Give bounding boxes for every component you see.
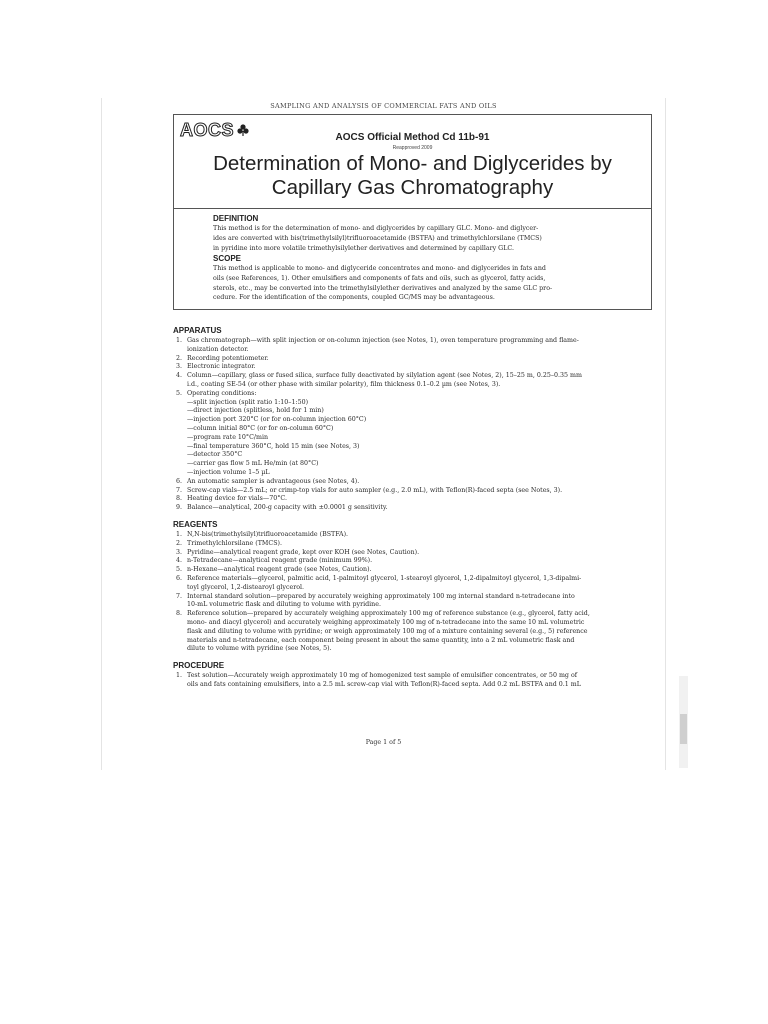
definition-text	[213, 224, 643, 254]
list-item	[173, 363, 643, 372]
list-item	[173, 593, 643, 611]
reagents-list	[173, 531, 643, 654]
item-text-line: oils and fats containing emulsifiers, into a 2.5 mL screw-cap vial with Teflon(R)-faced septa. Add 0.2 mL BSTFA and 0.1 mL	[187, 680, 581, 688]
item-text-line: 10-mL volumetric flask and diluting to volume with pyridine.	[187, 601, 381, 609]
procedure-heading: PROCEDURE	[173, 661, 225, 671]
logo-text: AOCS	[180, 120, 235, 140]
sub-list	[187, 399, 643, 478]
scope-text	[213, 264, 643, 304]
sub-list-item: —final temperature 360°C, hold 15 min (see Notes, 3)	[187, 442, 360, 450]
procedure-list	[173, 672, 643, 690]
list-item	[173, 575, 643, 593]
item-number: 1.	[176, 530, 183, 538]
item-number: 6.	[176, 574, 183, 582]
item-number: 2.	[176, 354, 183, 362]
list-item	[173, 487, 643, 496]
item-text-line: mono- and diacyl glycerol) and accurately weighing approximately 100 mg of n-tetradecane into the same 10 mL volumetric	[187, 618, 585, 626]
method-body	[173, 326, 643, 690]
item-number: 9.	[176, 504, 183, 512]
text-line: sterols, etc., may be converted into the trimethylsilylether derivatives and analyzed by the same GLC pro-	[213, 284, 553, 292]
list-item	[173, 337, 643, 355]
item-text-line: Pyridine—analytical reagent grade, kept over KOH (see Notes, Caution).	[187, 548, 420, 556]
item-text-line: An automatic sampler is advantageous (see Notes, 4).	[187, 477, 360, 485]
item-number: 8.	[176, 495, 183, 503]
text-line: This method is applicable to mono- and diglyceride concentrates and mono- and diglycerides in fats and	[213, 264, 546, 272]
item-number: 1.	[176, 672, 183, 680]
item-number: 7.	[176, 486, 183, 494]
list-item	[173, 540, 643, 549]
item-text-line: Column—capillary, glass or fused silica, surface fully deactivated by silylation agent (see Notes, 2), 15–25 m, 0.25–0.35 mm	[187, 372, 582, 380]
definition-scope-section	[213, 214, 643, 303]
item-text-line: flask and diluting to volume with pyridine; or weigh approximately 100 mg of a mixture containing several (e.g., 5) reference	[187, 627, 588, 635]
sub-list-item: —injection port 320°C (or for on-column injection 60°C)	[187, 416, 367, 424]
list-item	[173, 355, 643, 364]
reagents-heading: REAGENTS	[173, 519, 218, 529]
item-text-line: i.d., coating SE-54 (or other phase with similar polarity), film thickness 0.1–0.2 µm (see Notes, 3).	[187, 380, 501, 388]
page-number: Page 1 of 5	[365, 739, 402, 746]
text-line: This method is for the determination of mono- and diglycerides by capillary GLC. Mono- and diglycer-	[213, 225, 539, 232]
sub-list-item: —program rate 10°C/min	[187, 433, 269, 441]
sub-list-item: —injection volume 1–5 µL	[187, 468, 270, 476]
item-number: 4.	[176, 557, 183, 565]
item-text-line: Recording potentiometer.	[187, 354, 269, 362]
text-line: cedure. For the identification of the components, coupled GC/MS may be advantageous.	[213, 294, 495, 302]
list-item	[173, 557, 643, 566]
item-text-line: Trimethylchlorsilane (TMCS).	[187, 539, 282, 547]
item-number: 5.	[176, 566, 183, 574]
item-text-line: Screw-cap vials—2.5 mL; or crimp-top vials for auto sampler (e.g., 2.0 mL), with Teflon(R)-faced septa (see Notes, 3).	[187, 486, 563, 494]
item-text-line: Operating conditions:	[187, 389, 257, 397]
item-number: 2.	[176, 539, 183, 547]
document-page	[101, 98, 666, 770]
apparatus-heading: APPARATUS	[173, 326, 222, 335]
list-item	[173, 566, 643, 575]
item-text-line: N,N-bis(trimethylsilyl)trifluoroacetamide (BSTFA).	[187, 530, 349, 538]
list-item	[173, 531, 643, 540]
item-text-line: n-Hexane—analytical reagent grade (see Notes, Caution).	[187, 566, 372, 574]
document-title	[174, 152, 651, 200]
item-number: 8.	[176, 610, 183, 618]
reapproved-note: Reapproved 2009	[392, 145, 433, 151]
scope-heading: SCOPE	[213, 253, 242, 263]
item-number: 3.	[176, 363, 183, 371]
item-text-line: n-Tetradecane—analytical reagent grade (minimum 99%).	[187, 557, 373, 565]
item-text-line: dilute to volume with pyridine (see Notes, 5).	[187, 645, 332, 653]
list-item	[173, 495, 643, 504]
item-text-line: Gas chromatograph—with split injection or on-column injection (see Notes, 1), oven temperature programming and flame-	[187, 337, 579, 344]
text-line: oils (see References, 1). Other emulsifiers and components of fats and oils, such as glycerol, fatty acids,	[213, 274, 546, 282]
item-text-line: Reference materials—glycerol, palmitic acid, 1-palmitoyl glycerol, 1-stearoyl glycerol, 1,2-dipalmitoyl glycerol, 1,3-dipalmi-	[187, 574, 582, 582]
list-item	[173, 549, 643, 558]
title-line: Determination of Mono- and Diglycerides by	[213, 152, 612, 175]
item-text-line: materials and n-tetradecane, each component being present in about the same quantity, into a 2 mL volumetric flask and	[187, 636, 575, 644]
scrollbar[interactable]	[679, 676, 688, 768]
item-text-line: Reference solution—prepared by accurately weighing approximately 100 mg of reference substance (e.g., glycerol, fatty acid,	[187, 610, 590, 618]
apparatus-list	[173, 337, 643, 513]
item-text-line: toyl glycerol, 1,2-distearoyl glycerol.	[187, 583, 305, 591]
item-text-line: ionization detector.	[187, 345, 249, 353]
item-text-line: Electronic integrator.	[187, 363, 256, 371]
method-header-box	[173, 114, 652, 310]
text-line: ides are converted with bis(trimethylsilyl)trifluoroacetamide (BSTFA) and trimethylchlorsilane (TMCS)	[213, 234, 542, 242]
item-text-line: Internal standard solution—prepared by accurately weighing approximately 100 mg internal standard n-tetradecane into	[187, 592, 575, 600]
sub-list-item: —carrier gas flow 5 mL He/min (at 80°C)	[187, 460, 319, 468]
item-number: 3.	[176, 548, 183, 556]
list-item	[173, 610, 643, 654]
sub-list-item: —column initial 80°C (or for on-column 60°C)	[187, 424, 334, 432]
sub-list-item: —detector 350°C	[187, 451, 243, 459]
item-number: 7.	[176, 592, 183, 600]
list-item	[173, 504, 643, 513]
title-line: Capillary Gas Chromatography	[271, 176, 554, 199]
method-title: AOCS Official Method Cd 11b-91	[335, 132, 490, 143]
list-item	[173, 372, 643, 390]
text-line: in pyridine into more volatile trimethylsilylether derivatives and determined by capillary GLC.	[213, 244, 514, 252]
list-item	[173, 672, 643, 690]
item-text-line: Balance—analytical, 200-g capacity with ±0.0001 g sensitivity.	[187, 504, 388, 512]
sub-list-item: —direct injection (splitless, hold for 1 min)	[187, 407, 324, 415]
item-number: 1.	[176, 337, 183, 344]
item-number: 4.	[176, 372, 183, 380]
divider	[174, 208, 651, 209]
sub-list-item: —split injection (split ratio 1:10–1:50)	[187, 398, 309, 406]
item-number: 6.	[176, 477, 183, 485]
item-number: 5.	[176, 389, 183, 397]
scrollbar-thumb[interactable]	[680, 714, 687, 744]
running-head: SAMPLING AND ANALYSIS OF COMMERCIAL FATS AND OILS	[270, 102, 497, 110]
list-item	[173, 478, 643, 487]
list-item	[173, 390, 643, 478]
item-text-line: Test solution—Accurately weigh approximately 10 mg of homogenized test sample of emulsifier concentrates, or 50 mg of	[187, 672, 578, 680]
definition-heading: DEFINITION	[213, 214, 259, 223]
item-text-line: Heating device for vials—70°C.	[187, 495, 287, 503]
